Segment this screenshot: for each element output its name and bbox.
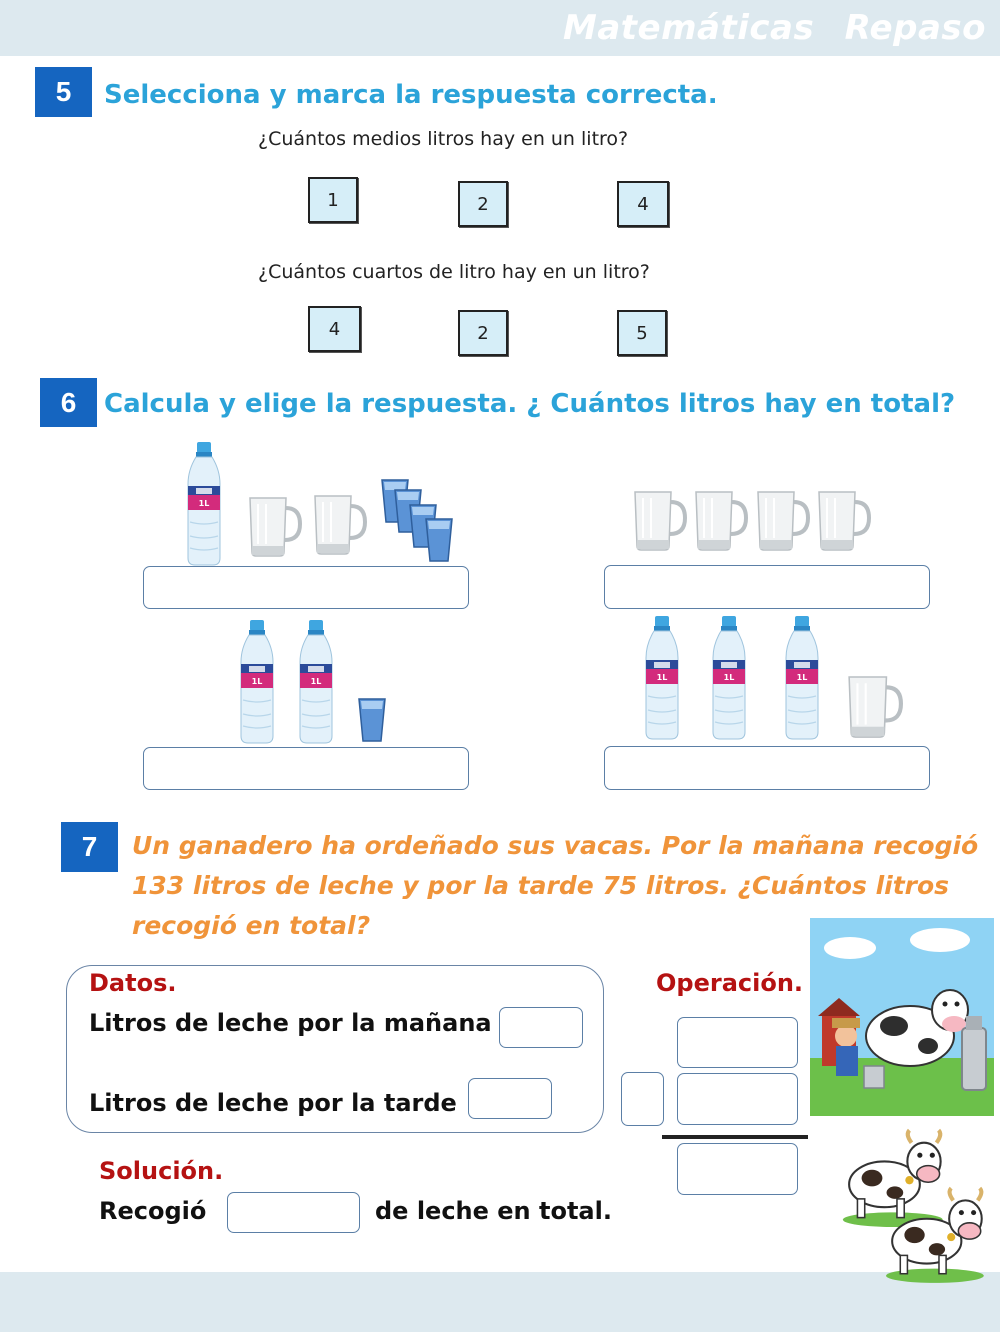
operation-label: Operación. [656,969,804,997]
solution-label: Solución. [99,1157,224,1185]
farmer-milking-cow-illustration [810,918,994,1116]
water-bottle-icon [182,442,226,566]
solution-prefix: Recogió [99,1197,207,1225]
footer-bar [0,1272,1000,1332]
quarter-liter-cup-icon [424,517,454,563]
water-bottle-icon [235,620,279,744]
operation-divider-line [662,1135,808,1139]
operation-result-input[interactable] [677,1143,798,1195]
water-bottle-icon [707,612,751,744]
section-5-heading: Selecciona y marca la respuesta correcta. [104,80,718,110]
option-q2-b[interactable]: 2 [458,310,508,356]
answer-input-group-c[interactable] [143,747,469,790]
page-title: Matemáticas Repaso [563,8,986,48]
section-5-badge: 5 [35,67,92,117]
half-liter-mug-icon [631,488,687,552]
water-bottle-icon [640,612,684,744]
half-liter-mug-icon [692,488,748,552]
option-q1-c[interactable]: 4 [617,181,669,227]
morning-liters-input[interactable] [499,1007,583,1048]
operation-middle-input[interactable] [677,1073,798,1125]
half-liter-mug-icon [815,488,871,552]
morning-liters-label: Litros de leche por la mañana [89,1009,492,1037]
answer-input-group-a[interactable] [143,566,469,609]
section-6-badge: 6 [40,378,97,427]
problem-statement: Un ganadero ha ordeñado sus vacas. Por la mañana recogió 133 litros de leche y por la tarde 75 litros. ¿Cuántos litros recogió en total? [132,831,979,940]
section-6-heading: Calcula y elige la respuesta. ¿ Cuántos litros hay en total? [104,389,956,419]
half-liter-mug-icon [246,494,302,558]
operation-sign-input[interactable] [621,1072,664,1126]
cow-illustration [884,1180,996,1286]
solution-input[interactable] [227,1192,360,1233]
afternoon-liters-input[interactable] [468,1078,552,1119]
option-q1-b[interactable]: 2 [458,181,508,227]
question-half-liters: ¿Cuántos medios litros hay en un litro? [258,128,629,150]
half-liter-mug-icon [845,670,903,742]
section-7-badge: 7 [61,822,118,872]
question-quarter-liters: ¿Cuántos cuartos de litro hay en un litro? [258,261,650,283]
datos-label: Datos. [89,969,177,997]
quarter-liter-cup-icon [356,697,388,743]
half-liter-mug-icon [311,492,367,556]
afternoon-liters-label: Litros de leche por la tarde [89,1089,457,1117]
half-liter-mug-icon [754,488,810,552]
option-q2-c[interactable]: 5 [617,310,667,356]
option-q1-a[interactable]: 1 [308,177,358,223]
water-bottle-icon [294,620,338,744]
header-bar [0,0,1000,56]
option-q2-a[interactable]: 4 [308,306,361,352]
solution-suffix: de leche en total. [375,1197,612,1225]
operation-top-input[interactable] [677,1017,798,1068]
answer-input-group-d[interactable] [604,746,930,790]
water-bottle-icon [780,612,824,744]
answer-input-group-b[interactable] [604,565,930,609]
